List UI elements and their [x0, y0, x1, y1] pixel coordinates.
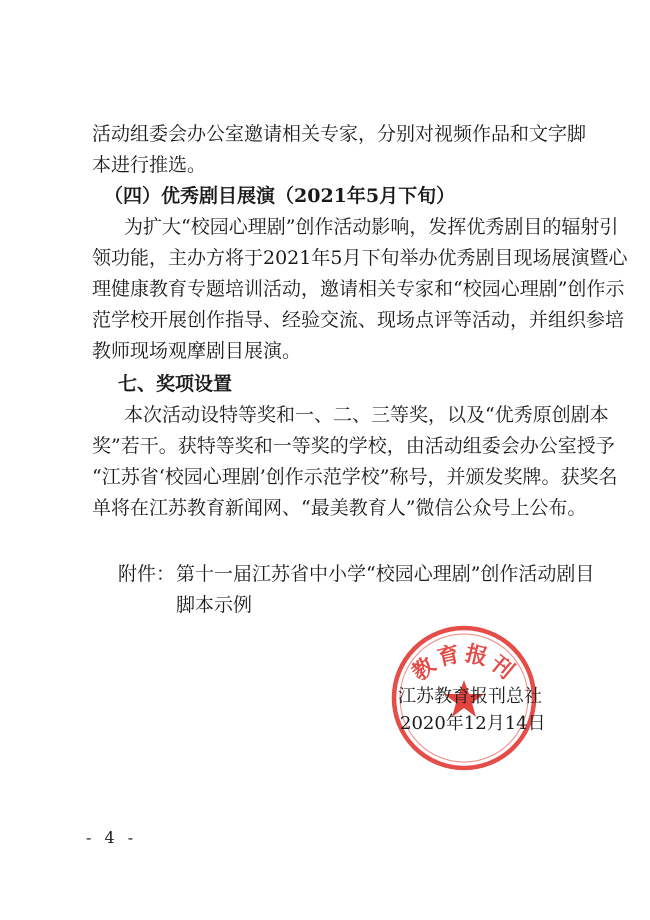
body-line-5: 理健康教育专题培训活动，邀请相关专家和“校园心理剧”创作示: [92, 278, 625, 300]
body-line-7: 教师现场观摩剧目展演。: [92, 340, 302, 362]
body-line-10: “江苏省‘校园心理剧’创作示范学校”称号，并颁发奖牌。获奖名: [92, 466, 618, 488]
body-line-9: 奖”若干。获特等奖和一等奖的学校，由活动组委会办公室授予: [92, 435, 615, 457]
signature-organization: 江苏教育报刊总社: [398, 686, 542, 707]
signature-date: 2020年12月14日: [400, 713, 546, 734]
body-line-1: 活动组委会办公室邀请相关专家，分别对视频作品和文字脚: [92, 123, 587, 145]
attachment-title-line-1: 第十一届江苏省中小学“校园心理剧”创作活动剧目: [176, 563, 595, 585]
section-heading-7: 七、奖项设置: [118, 373, 233, 395]
svg-text:教育报刊: 教育报刊: [406, 640, 522, 687]
body-line-6: 范学校开展创作指导、经验交流、现场点评等活动，并组织参培: [92, 309, 625, 331]
page-number: - 4 -: [86, 828, 138, 847]
attachment-label: 附件：: [118, 563, 176, 585]
body-line-2: 本进行推选。: [92, 154, 207, 176]
body-line-3: 为扩大“校园心理剧”创作活动影响，发挥优秀剧目的辐射引: [124, 216, 619, 238]
body-line-8: 本次活动设特等奖和一、二、三等奖，以及“优秀原创剧本: [124, 404, 609, 426]
body-line-11: 单将在江苏教育新闻网、“最美教育人”微信公众号上公布。: [92, 497, 587, 519]
body-line-4: 领功能，主办方将于2021年5月下旬举办优秀剧目现场展演暨心: [92, 247, 628, 269]
attachment-title-line-2: 脚本示例: [176, 594, 253, 616]
section-heading-4: （四）优秀剧目展演（2021年5月下旬）: [104, 185, 456, 207]
